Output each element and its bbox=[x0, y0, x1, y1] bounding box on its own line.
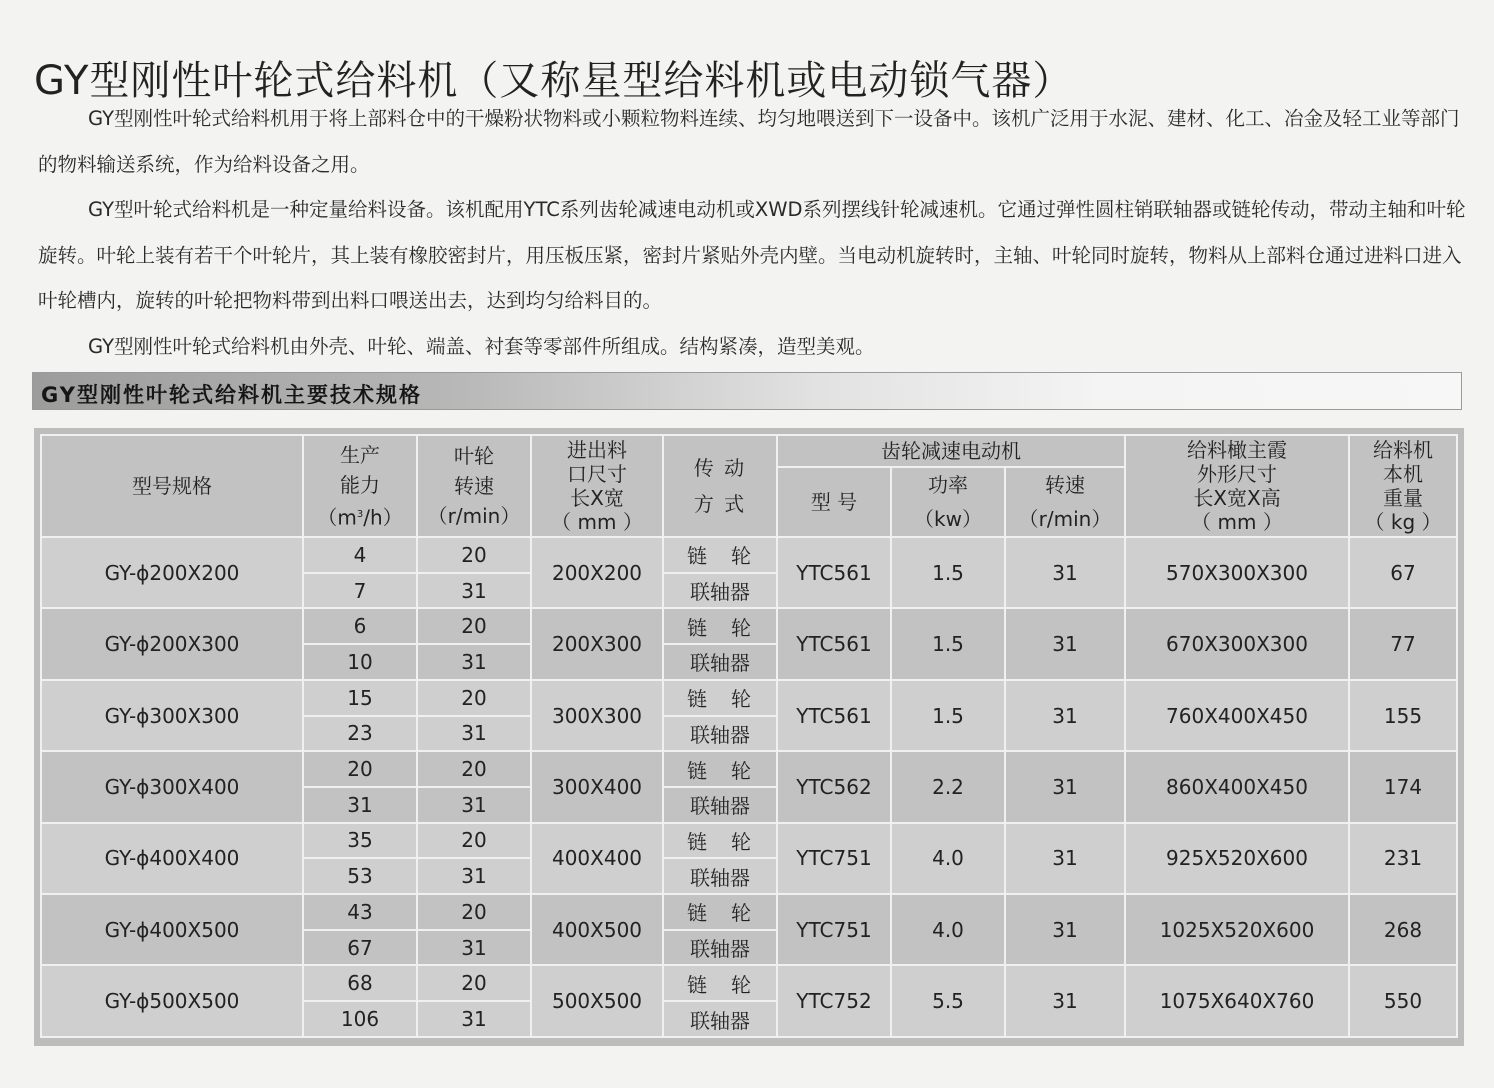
cell-weight: 67 bbox=[1349, 537, 1457, 608]
spec-table-container bbox=[34, 428, 1464, 1046]
cell-drive: 联轴器 bbox=[663, 858, 777, 894]
cell-dimensions: 570X300X300 bbox=[1125, 537, 1349, 608]
intro-paragraph: GY型刚性叶轮式给料机由外壳、叶轮、端盖、衬套等零部件所组成。结构紧凑，造型美观。 bbox=[88, 334, 875, 358]
cell-motor-speed: 31 bbox=[1005, 823, 1125, 894]
cell-motor-speed: 31 bbox=[1005, 894, 1125, 965]
header-motor-speed: 转速 （r/min） bbox=[1005, 467, 1125, 537]
cell-port-size: 400X500 bbox=[531, 894, 663, 965]
cell-drive: 联轴器 bbox=[663, 930, 777, 966]
cell-motor-model: YTC561 bbox=[777, 537, 891, 608]
cell-drive: 链 轮 bbox=[663, 608, 777, 644]
cell-impeller-speed: 31 bbox=[417, 787, 531, 823]
cell-motor-model: YTC561 bbox=[777, 608, 891, 679]
cell-model: GY-ϕ300X300 bbox=[41, 680, 303, 751]
cell-capacity: 7 bbox=[303, 573, 417, 609]
cell-motor-power: 4.0 bbox=[891, 894, 1005, 965]
cell-port-size: 500X500 bbox=[531, 965, 663, 1037]
table-row bbox=[41, 608, 1457, 644]
spec-table bbox=[40, 434, 1458, 1038]
cell-weight: 174 bbox=[1349, 751, 1457, 822]
cell-impeller-speed: 20 bbox=[417, 823, 531, 859]
section-title: GY型刚性叶轮式给料机主要技术规格 bbox=[41, 383, 422, 407]
cell-drive: 链 轮 bbox=[663, 965, 777, 1001]
cell-motor-speed: 31 bbox=[1005, 751, 1125, 822]
cell-drive: 联轴器 bbox=[663, 573, 777, 609]
cell-impeller-speed: 20 bbox=[417, 680, 531, 716]
header-motor-group: 齿轮减速电动机 bbox=[777, 435, 1125, 467]
header-motor-power: 功率 （kw） bbox=[891, 467, 1005, 537]
cell-dimensions: 670X300X300 bbox=[1125, 608, 1349, 679]
cell-drive: 链 轮 bbox=[663, 537, 777, 573]
table-row bbox=[41, 823, 1457, 859]
cell-capacity: 4 bbox=[303, 537, 417, 573]
cell-impeller-speed: 20 bbox=[417, 537, 531, 573]
cell-motor-power: 5.5 bbox=[891, 965, 1005, 1037]
cell-capacity: 68 bbox=[303, 965, 417, 1001]
cell-motor-power: 1.5 bbox=[891, 537, 1005, 608]
cell-motor-power: 4.0 bbox=[891, 823, 1005, 894]
header-motor-model: 型 号 bbox=[777, 467, 891, 537]
cell-motor-model: YTC752 bbox=[777, 965, 891, 1037]
cell-capacity: 6 bbox=[303, 608, 417, 644]
cell-impeller-speed: 20 bbox=[417, 965, 531, 1001]
cell-capacity: 20 bbox=[303, 751, 417, 787]
cell-impeller-speed: 31 bbox=[417, 644, 531, 680]
cell-motor-power: 1.5 bbox=[891, 680, 1005, 751]
cell-drive: 联轴器 bbox=[663, 716, 777, 752]
cell-drive: 链 轮 bbox=[663, 823, 777, 859]
cell-motor-speed: 31 bbox=[1005, 680, 1125, 751]
cell-capacity: 31 bbox=[303, 787, 417, 823]
cell-dimensions: 760X400X450 bbox=[1125, 680, 1349, 751]
cell-dimensions: 925X520X600 bbox=[1125, 823, 1349, 894]
cell-weight: 268 bbox=[1349, 894, 1457, 965]
cell-dimensions: 1075X640X760 bbox=[1125, 965, 1349, 1037]
cell-model: GY-ϕ200X200 bbox=[41, 537, 303, 608]
cell-capacity: 106 bbox=[303, 1001, 417, 1037]
cell-motor-speed: 31 bbox=[1005, 965, 1125, 1037]
cell-weight: 155 bbox=[1349, 680, 1457, 751]
cell-capacity: 15 bbox=[303, 680, 417, 716]
cell-capacity: 43 bbox=[303, 894, 417, 930]
cell-port-size: 200X300 bbox=[531, 608, 663, 679]
cell-motor-model: YTC562 bbox=[777, 751, 891, 822]
header-impeller-speed: 叶轮 转速 （r/min） bbox=[417, 435, 531, 537]
header-dimensions: 给料橄主霞 外形尺寸 长X宽X高 （ mm ） bbox=[1125, 435, 1349, 537]
cell-dimensions: 860X400X450 bbox=[1125, 751, 1349, 822]
table-row bbox=[41, 965, 1457, 1001]
cell-motor-power: 1.5 bbox=[891, 608, 1005, 679]
cell-motor-model: YTC751 bbox=[777, 894, 891, 965]
header-weight: 给料机 本机 重量 （ kg ） bbox=[1349, 435, 1457, 537]
cell-drive: 链 轮 bbox=[663, 680, 777, 716]
cell-port-size: 200X200 bbox=[531, 537, 663, 608]
cell-impeller-speed: 31 bbox=[417, 930, 531, 966]
cell-drive: 联轴器 bbox=[663, 1001, 777, 1037]
cell-impeller-speed: 20 bbox=[417, 894, 531, 930]
cell-drive: 链 轮 bbox=[663, 894, 777, 930]
section-header-bar bbox=[32, 372, 1462, 410]
cell-weight: 550 bbox=[1349, 965, 1457, 1037]
cell-capacity: 35 bbox=[303, 823, 417, 859]
header-model: 型号规格 bbox=[41, 435, 303, 537]
page-title: GY型刚性叶轮式给料机（又称星型给料机或电动锁气器） bbox=[34, 57, 1074, 104]
cell-capacity: 53 bbox=[303, 858, 417, 894]
cell-model: GY-ϕ200X300 bbox=[41, 608, 303, 679]
cell-motor-speed: 31 bbox=[1005, 537, 1125, 608]
header-drive: 传 动 方 式 bbox=[663, 435, 777, 537]
cell-motor-speed: 31 bbox=[1005, 608, 1125, 679]
cell-motor-power: 2.2 bbox=[891, 751, 1005, 822]
cell-model: GY-ϕ400X500 bbox=[41, 894, 303, 965]
header-port-size: 进出料 口尺寸 长X宽 （ mm ） bbox=[531, 435, 663, 537]
cell-port-size: 400X400 bbox=[531, 823, 663, 894]
cell-capacity: 23 bbox=[303, 716, 417, 752]
cell-port-size: 300X400 bbox=[531, 751, 663, 822]
cell-motor-model: YTC751 bbox=[777, 823, 891, 894]
cell-dimensions: 1025X520X600 bbox=[1125, 894, 1349, 965]
header-capacity: 生产 能力 $(m^3/h)$ bbox=[303, 435, 417, 537]
cell-impeller-speed: 31 bbox=[417, 1001, 531, 1037]
cell-drive: 联轴器 bbox=[663, 644, 777, 680]
cell-model: GY-ϕ500X500 bbox=[41, 965, 303, 1037]
cell-impeller-speed: 20 bbox=[417, 608, 531, 644]
cell-impeller-speed: 31 bbox=[417, 573, 531, 609]
table-row bbox=[41, 680, 1457, 716]
table-row bbox=[41, 894, 1457, 930]
table-row bbox=[41, 537, 1457, 573]
cell-impeller-speed: 31 bbox=[417, 858, 531, 894]
cell-impeller-speed: 20 bbox=[417, 751, 531, 787]
cell-capacity: 67 bbox=[303, 930, 417, 966]
intro-text bbox=[38, 96, 1478, 369]
cell-weight: 231 bbox=[1349, 823, 1457, 894]
intro-paragraph: GY型刚性叶轮式给料机用于将上部料仓中的干燥粉状物料或小颗粒物料连续、均匀地喂送到下一设备中。该机广泛用于水泥、建材、化工、冶金及轻工业等部门的物料输送系统，作为给料设备之用。 bbox=[38, 107, 1460, 176]
cell-capacity: 10 bbox=[303, 644, 417, 680]
cell-drive: 联轴器 bbox=[663, 787, 777, 823]
table-row bbox=[41, 751, 1457, 787]
cell-model: GY-ϕ400X400 bbox=[41, 823, 303, 894]
cell-motor-model: YTC561 bbox=[777, 680, 891, 751]
cell-model: GY-ϕ300X400 bbox=[41, 751, 303, 822]
cell-port-size: 300X300 bbox=[531, 680, 663, 751]
cell-drive: 链 轮 bbox=[663, 751, 777, 787]
cell-impeller-speed: 31 bbox=[417, 716, 531, 752]
cell-weight: 77 bbox=[1349, 608, 1457, 679]
intro-paragraph: GY型叶轮式给料机是一种定量给料设备。该机配用YTC系列齿轮减速电动机或XWD系列摆线针轮减速机。它通过弹性圆柱销联轴器或链轮传动，带动主轴和叶轮旋转。叶轮上装有若干个叶轮片，其上装有橡胶密封片，用压板压紧，密封片紧贴外壳内壁。当电动机旋转时，主轴、叶轮同时旋转，物料从上部料仓通过进料口进入叶轮槽内，旋转的叶轮把物料带到出料口喂送出去，达到均匀给料目的。 bbox=[38, 198, 1466, 312]
